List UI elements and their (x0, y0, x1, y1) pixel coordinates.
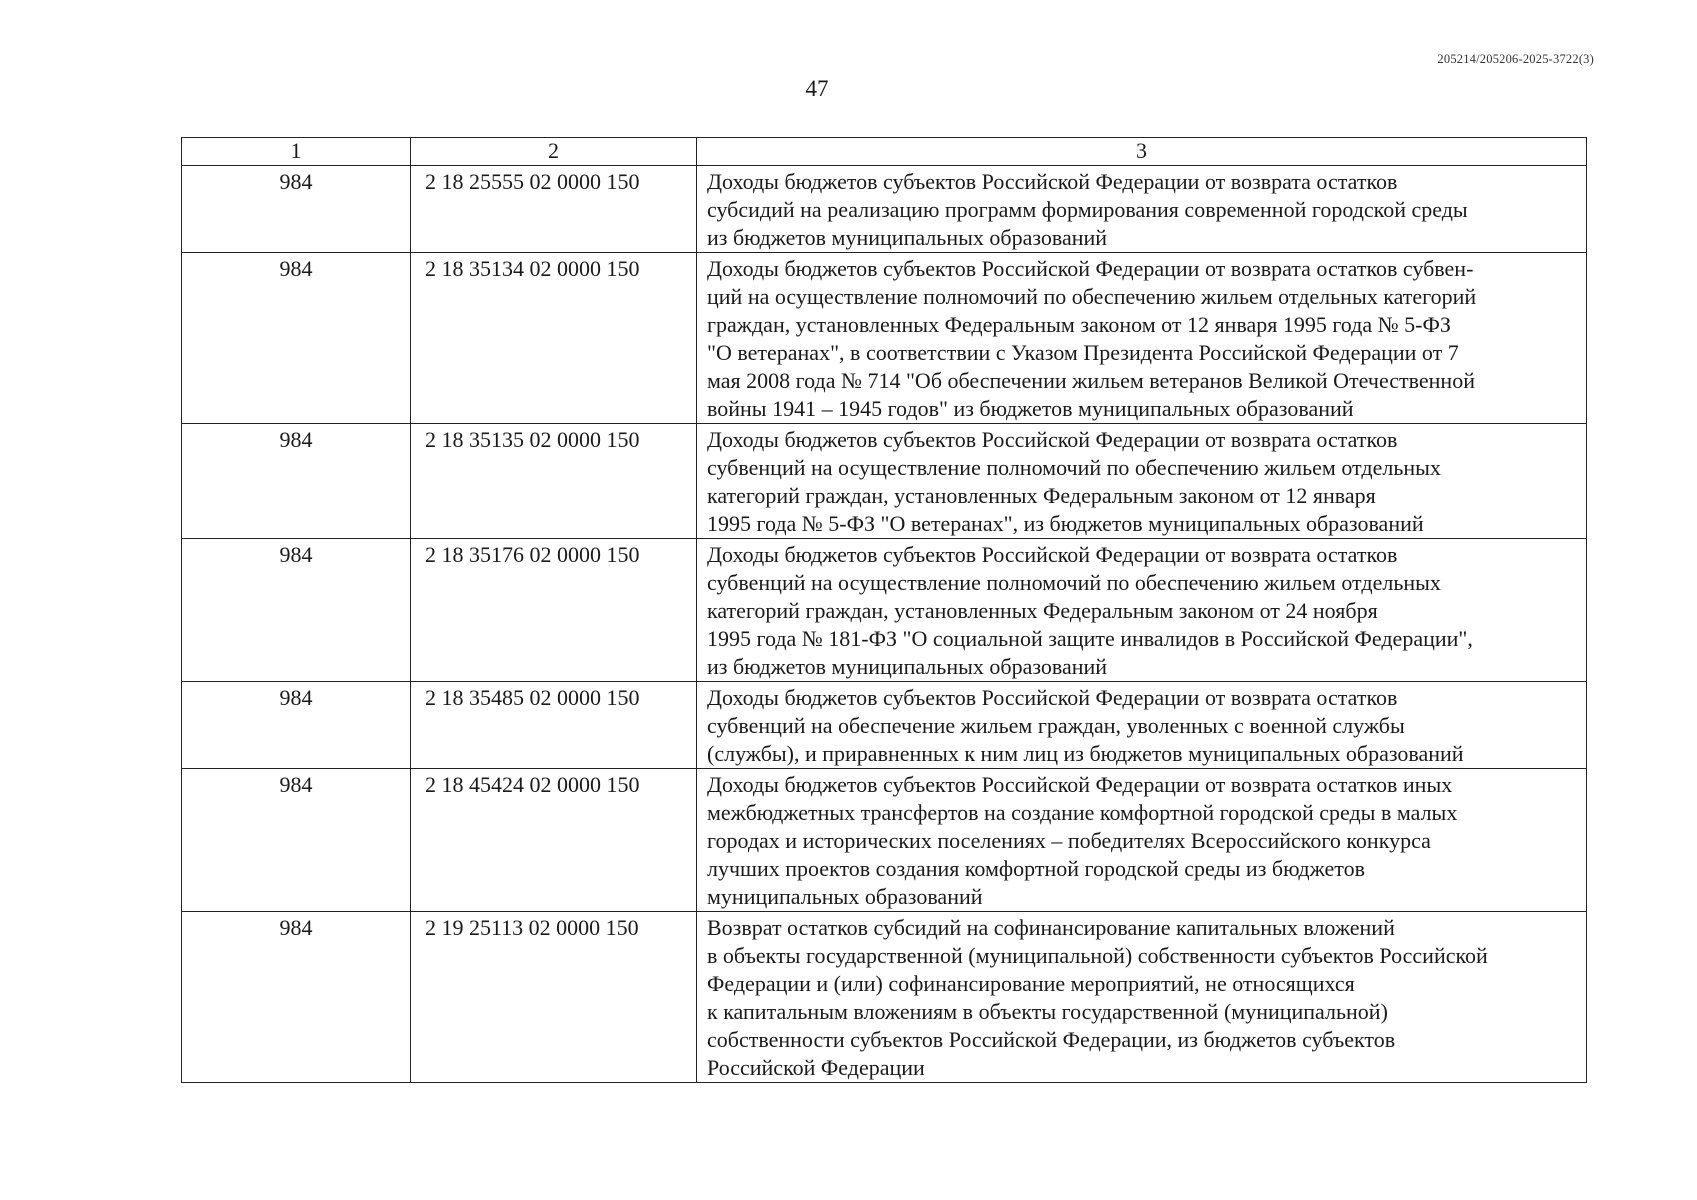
table-row (182, 253, 1587, 424)
revenue-codes-table (181, 137, 1587, 1083)
admin-code-cell: 984 (182, 253, 411, 424)
table-row (182, 424, 1587, 539)
kbk-code-cell: 2 18 35485 02 0000 150 (411, 682, 697, 769)
kbk-code-cell: 2 19 25113 02 0000 150 (411, 912, 697, 1083)
description-cell: Доходы бюджетов субъектов Российской Федерации от возврата остатков субсидий на реализацию программ формирования современной городской среды из бюджетов муниципальных образований (697, 166, 1587, 253)
table-row (182, 539, 1587, 682)
column-header-3: 3 (697, 138, 1587, 166)
revenue-codes-table-container (181, 137, 1586, 1083)
kbk-code-cell: 2 18 25555 02 0000 150 (411, 166, 697, 253)
column-header-2: 2 (411, 138, 697, 166)
kbk-code-cell: 2 18 35134 02 0000 150 (411, 253, 697, 424)
table-row (182, 769, 1587, 912)
document-id: 205214/205206-2025-3722(3) (1437, 52, 1594, 66)
table-row (182, 166, 1587, 253)
kbk-code-cell: 2 18 45424 02 0000 150 (411, 769, 697, 912)
table-header-row (182, 138, 1587, 166)
kbk-code-cell: 2 18 35135 02 0000 150 (411, 424, 697, 539)
table-row (182, 912, 1587, 1083)
admin-code-cell: 984 (182, 769, 411, 912)
page-number: 47 (805, 76, 829, 101)
description-cell: Доходы бюджетов субъектов Российской Федерации от возврата остатков субвен- ций на осуществление полномочий по обеспечению жильем отдельных категорий граждан, установленных Федеральным законом от 12 января 1995 года № 5-ФЗ "О ветеранах", в соответствии с Указом Президента Российской Федерации от 7 мая 2008 года № 714 "Об обеспечении жильем ветеранов Великой Отечественной войны 1941 – 1945 годов" из бюджетов муниципальных образований (697, 253, 1587, 424)
admin-code-cell: 984 (182, 166, 411, 253)
admin-code-cell: 984 (182, 682, 411, 769)
description-cell: Доходы бюджетов субъектов Российской Федерации от возврата остатков субвенций на обеспечение жильем граждан, уволенных с военной службы (службы), и приравненных к ним лиц из бюджетов муниципальных образований (697, 682, 1587, 769)
kbk-code-cell: 2 18 35176 02 0000 150 (411, 539, 697, 682)
description-cell: Возврат остатков субсидий на софинансирование капитальных вложений в объекты государственной (муниципальной) собственности субъектов Российской Федерации и (или) софинансирование мероприятий, не относящихся к капитальным вложениям в объекты государственной (муниципальной) собственности субъектов Российской Федерации, из бюджетов субъектов Российской Федерации (697, 912, 1587, 1083)
admin-code-cell: 984 (182, 424, 411, 539)
admin-code-cell: 984 (182, 912, 411, 1083)
table-row (182, 682, 1587, 769)
column-header-1: 1 (182, 138, 411, 166)
description-cell: Доходы бюджетов субъектов Российской Федерации от возврата остатков иных межбюджетных трансфертов на создание комфортной городской среды в малых городах и исторических поселениях – победителях Всероссийского конкурса лучших проектов создания комфортной городской среды из бюджетов муниципальных образований (697, 769, 1587, 912)
admin-code-cell: 984 (182, 539, 411, 682)
description-cell: Доходы бюджетов субъектов Российской Федерации от возврата остатков субвенций на осуществление полномочий по обеспечению жильем отдельных категорий граждан, установленных Федеральным законом от 12 января 1995 года № 5-ФЗ "О ветеранах", из бюджетов муниципальных образований (697, 424, 1587, 539)
description-cell: Доходы бюджетов субъектов Российской Федерации от возврата остатков субвенций на осуществление полномочий по обеспечению жильем отдельных категорий граждан, установленных Федеральным законом от 24 ноября 1995 года № 181-ФЗ "О социальной защите инвалидов в Российской Федерации", из бюджетов муниципальных образований (697, 539, 1587, 682)
